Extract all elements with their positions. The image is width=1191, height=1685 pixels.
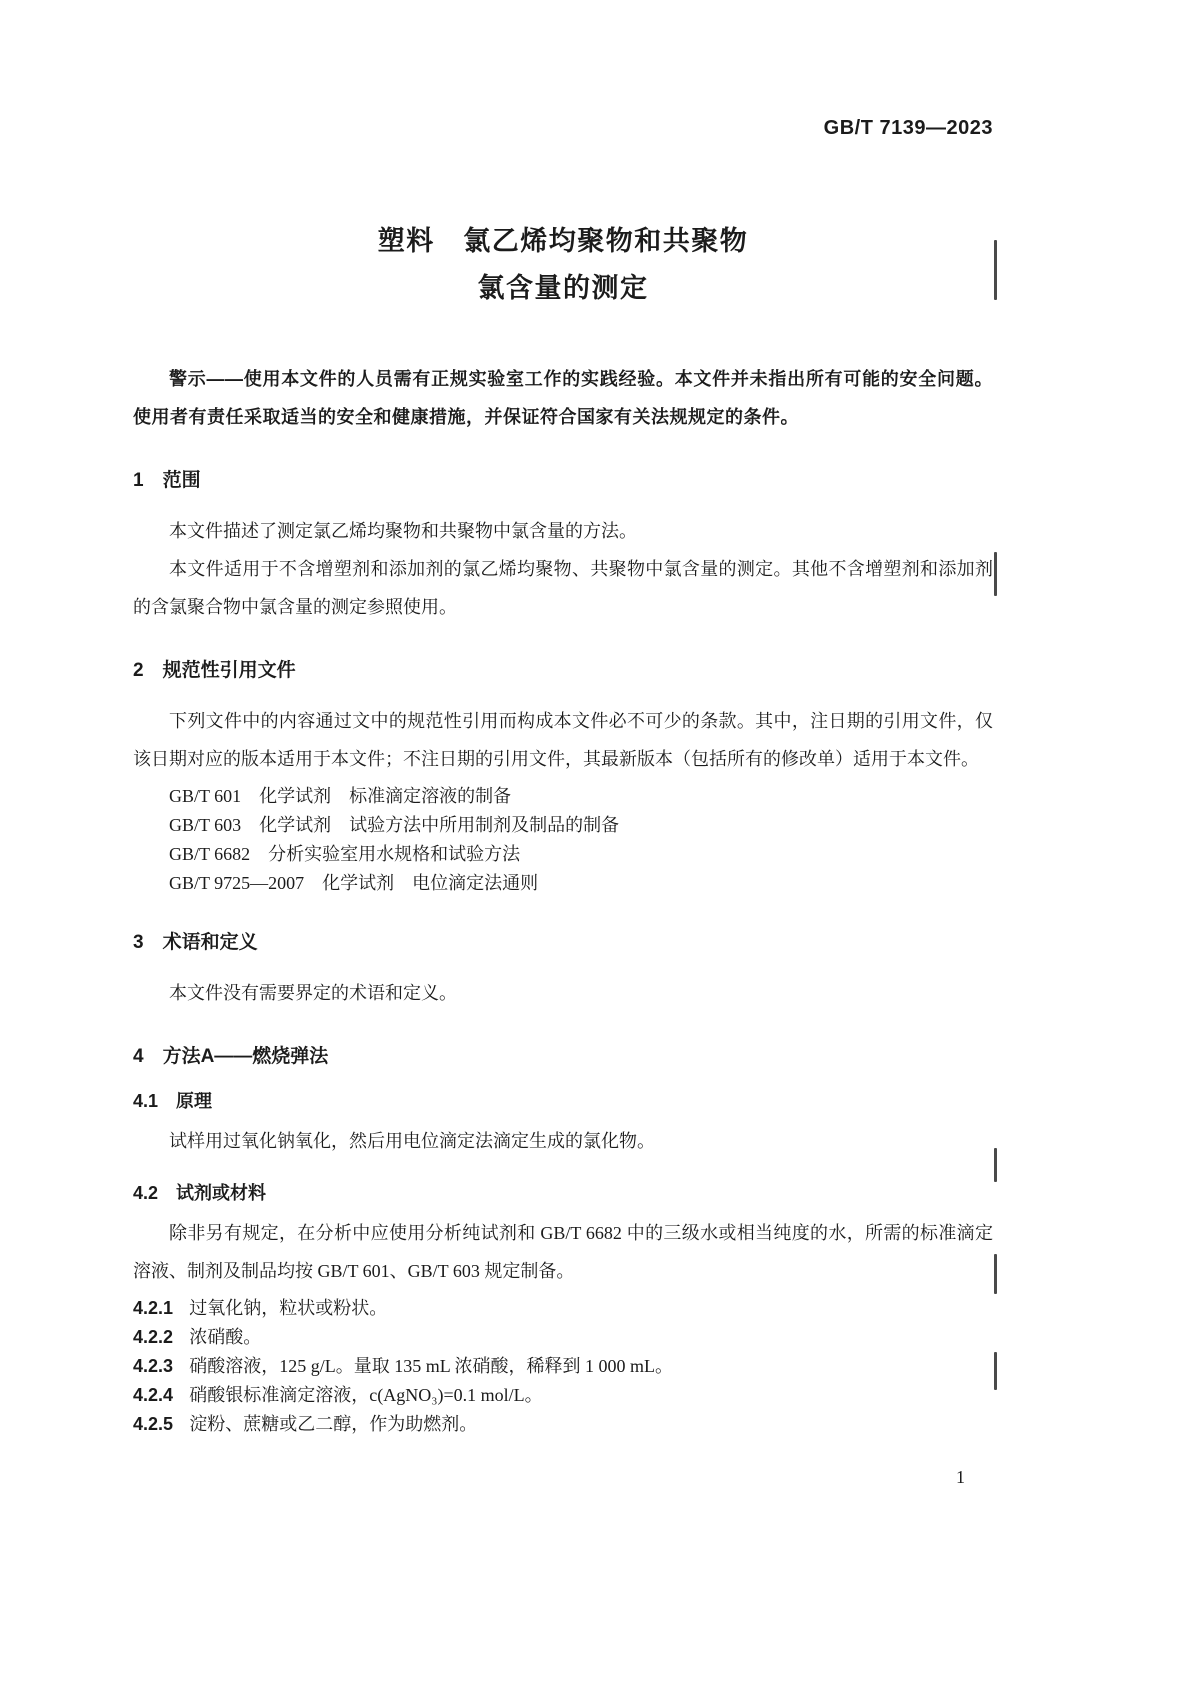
item-number: 4.2.2 (133, 1327, 174, 1347)
reagent-item (133, 1352, 993, 1381)
warning-paragraph: 警示——使用本文件的人员需有正规实验室工作的实践经验。本文件并未指出所有可能的安全问题。使用者有责任采取适当的安全和健康措施，并保证符合国家有关法规规定的条件。 (133, 369, 993, 427)
item-number: 4.2.1 (133, 1298, 174, 1318)
reagent-item-list (133, 1294, 993, 1439)
change-bar (994, 1352, 997, 1390)
reagent-item (133, 1323, 993, 1352)
section-4-2-heading: 4.2 试剂或材料 (133, 1183, 267, 1203)
section-1-paragraph-1: 本文件描述了测定氯乙烯均聚物和共聚物中氯含量的方法。 (169, 521, 637, 541)
item-number: 4.2.5 (133, 1414, 174, 1434)
item-text: 浓硝酸。 (189, 1327, 262, 1347)
item-text: 硝酸溶液，125 g/L。量取 135 mL 浓硝酸，稀释到 1 000 mL。 (189, 1356, 674, 1376)
section-1-heading: 1 范围 (133, 470, 201, 491)
reference-item: GB/T 9725—2007 化学试剂 电位滴定法通则 (169, 873, 539, 893)
reagent-item (133, 1410, 993, 1439)
section-3-paragraph-1: 本文件没有需要界定的术语和定义。 (169, 983, 457, 1003)
section-4-1-paragraph: 试样用过氧化钠氧化，然后用电位滴定法滴定生成的氯化物。 (169, 1131, 655, 1151)
item-number: 4.2.3 (133, 1356, 174, 1376)
change-bar (994, 552, 997, 596)
item-text: 淀粉、蔗糖或乙二醇，作为助燃剂。 (189, 1414, 478, 1434)
reagent-item (133, 1381, 993, 1410)
section-3-heading: 3 术语和定义 (133, 932, 258, 953)
section-1-paragraph-2: 本文件适用于不含增塑剂和添加剂的氯乙烯均聚物、共聚物中氯含量的测定。其他不含增塑剂和添加剂的含氯聚合物中氯含量的测定参照使用。 (133, 559, 993, 617)
standard-code: GB/T 7139—2023 (823, 117, 993, 139)
page-number: 1 (956, 1467, 965, 1487)
document-title (133, 218, 993, 312)
section-4-1-heading: 4.1 原理 (133, 1091, 213, 1111)
normative-references-list (133, 782, 993, 898)
reference-item: GB/T 601 化学试剂 标准滴定溶液的制备 (169, 786, 512, 806)
section-4-heading: 4 方法A——燃烧弹法 (133, 1046, 329, 1067)
reference-item: GB/T 6682 分析实验室用水规格和试验方法 (169, 844, 521, 864)
section-2-paragraph-1: 下列文件中的内容通过文中的规范性引用而构成本文件必不可少的条款。其中，注日期的引用文件，仅该日期对应的版本适用于本文件；不注日期的引用文件，其最新版本（包括所有的修改单）适用于本文件。 (133, 711, 993, 769)
change-bar (994, 1148, 997, 1182)
document-title-line2: 氯含量的测定 (477, 273, 649, 303)
change-bar (994, 1254, 997, 1294)
section-4-2-paragraph: 除非另有规定，在分析中应使用分析纯试剂和 GB/T 6682 中的三级水或相当纯度的水，所需的标准滴定溶液、制剂及制品均按 GB/T 601、GB/T 603 规定制备。 (133, 1223, 993, 1281)
item-text: 过氧化钠，粒状或粉状。 (189, 1298, 388, 1318)
reference-item: GB/T 603 化学试剂 试验方法中所用制剂及制品的制备 (169, 815, 620, 835)
item-number: 4.2.4 (133, 1385, 174, 1405)
item-text: 硝酸银标准滴定溶液，c(AgNO₃)=0.1 mol/L。 (189, 1385, 543, 1405)
section-2-heading: 2 规范性引用文件 (133, 660, 296, 681)
document-title-line1: 塑料 氯乙烯均聚物和共聚物 (377, 226, 749, 256)
change-bar (994, 240, 997, 300)
reagent-item (133, 1294, 993, 1323)
